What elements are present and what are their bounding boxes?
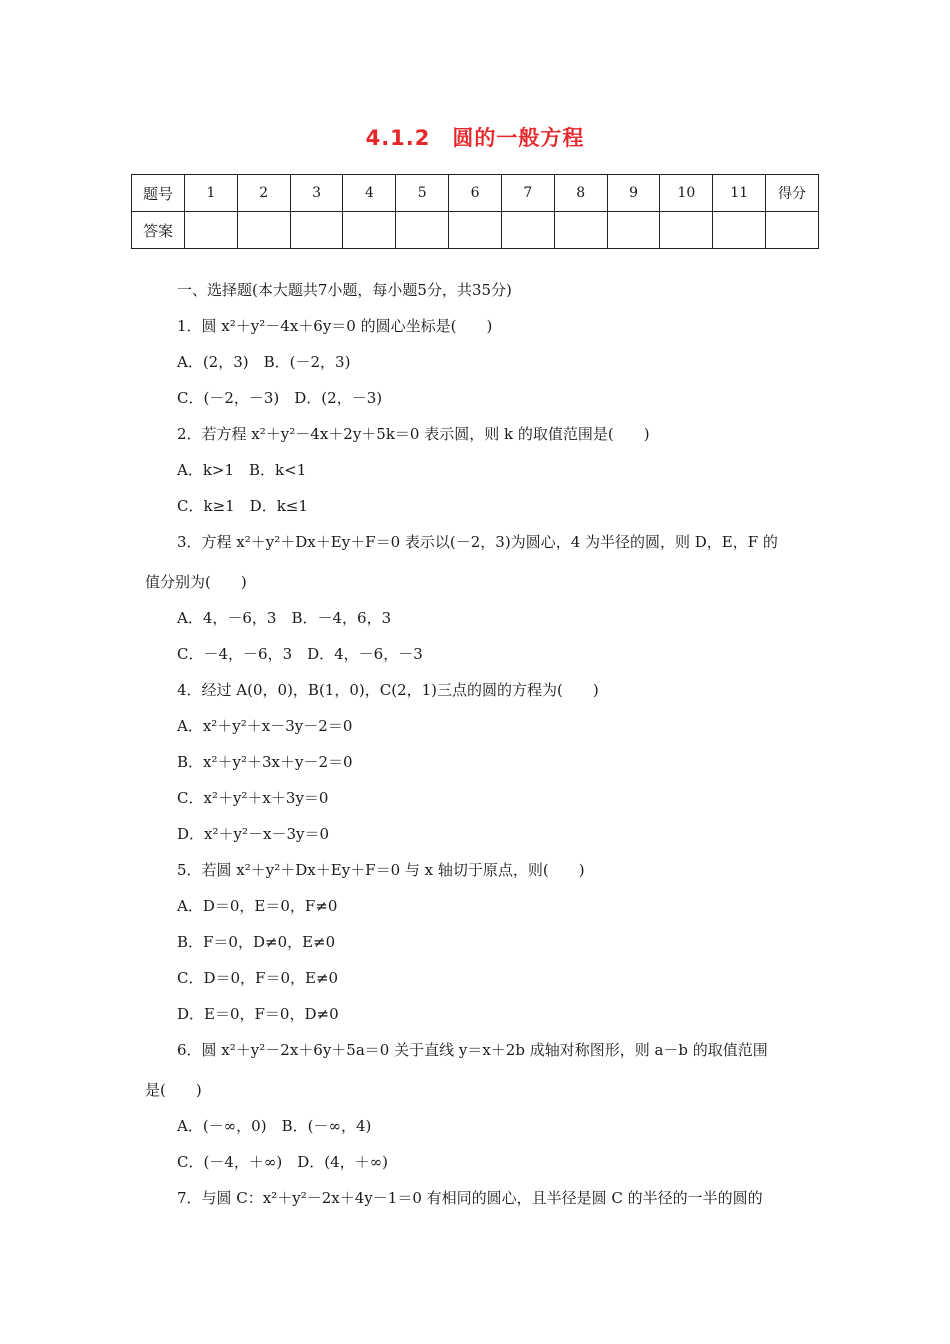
option-line: D．x²＋y²－x－3y＝0 [177, 825, 330, 843]
question-6-continued: 是( ) [145, 1081, 202, 1099]
option-line: C．D＝0，F＝0，E≠0 [177, 969, 339, 987]
option-line: A．x²＋y²＋x－3y－2＝0 [177, 717, 353, 735]
option-line: C．x²＋y²＋x＋3y＝0 [177, 789, 329, 807]
answer-table [131, 174, 819, 249]
question-number-cell: 3 [290, 175, 343, 212]
question-number-label: 题号 [132, 175, 185, 212]
question-number-cell: 5 [396, 175, 449, 212]
answer-cell [713, 212, 766, 249]
answer-cell [185, 212, 238, 249]
score-cell [766, 212, 819, 249]
option-line: A．4，－6，3 B．－4，6，3 [177, 609, 392, 627]
answer-table-answer-row [132, 212, 819, 249]
answer-cell [554, 212, 607, 249]
answer-table-header-row [132, 175, 819, 212]
option-line: A．(2，3) B．(－2，3) [177, 353, 351, 371]
question-3-continued: 值分别为( ) [145, 573, 247, 591]
question-5: 5．若圆 x²＋y²＋Dx＋Ey＋F＝0 与 x 轴切于原点，则( ) [177, 861, 585, 879]
question-number-cell: 2 [237, 175, 290, 212]
question-number-cell: 1 [185, 175, 238, 212]
answer-cell [607, 212, 660, 249]
answer-cell [396, 212, 449, 249]
page-title: 4.1.2 圆的一般方程 [365, 126, 585, 150]
question-6: 6．圆 x²＋y²－2x＋6y＋5a＝0 关于直线 y＝x＋2b 成轴对称图形，则 a－b 的取值范围 [177, 1041, 768, 1059]
question-4: 4．经过 A(0，0)，B(1，0)，C(2，1)三点的圆的方程为( ) [177, 681, 599, 699]
option-line: C．－4，－6，3 D．4，－6，－3 [177, 645, 423, 663]
option-line: D．E＝0，F＝0，D≠0 [177, 1005, 339, 1023]
question-7: 7．与圆 C：x²＋y²－2x＋4y－1＝0 有相同的圆心，且半径是圆 C 的半径的一半的圆的 [177, 1189, 763, 1207]
option-line: B．x²＋y²＋3x＋y－2＝0 [177, 753, 353, 771]
answer-label: 答案 [132, 212, 185, 249]
answer-cell [501, 212, 554, 249]
option-line: A．(－∞，0) B．(－∞，4) [177, 1117, 372, 1135]
answer-cell [449, 212, 502, 249]
option-line: C．k≥1 D．k≤1 [177, 497, 308, 515]
answer-cell [237, 212, 290, 249]
option-line: A．D＝0，E＝0，F≠0 [177, 897, 338, 915]
question-number-cell: 4 [343, 175, 396, 212]
question-number-cell: 11 [713, 175, 766, 212]
score-label: 得分 [766, 175, 819, 212]
question-1: 1．圆 x²＋y²－4x＋6y＝0 的圆心坐标是( ) [177, 317, 493, 335]
section-heading: 一、选择题(本大题共7小题，每小题5分，共35分) [177, 281, 512, 299]
answer-cell [290, 212, 343, 249]
question-number-cell: 10 [660, 175, 713, 212]
answer-cell [343, 212, 396, 249]
option-line: B．F＝0，D≠0，E≠0 [177, 933, 336, 951]
question-2: 2．若方程 x²＋y²－4x＋2y＋5k＝0 表示圆，则 k 的取值范围是( ) [177, 425, 650, 443]
option-line: C．(－4，＋∞) D．(4，＋∞) [177, 1153, 388, 1171]
question-number-cell: 6 [449, 175, 502, 212]
option-line: C．(－2，－3) D．(2，－3) [177, 389, 383, 407]
answer-cell [660, 212, 713, 249]
question-number-cell: 9 [607, 175, 660, 212]
question-number-cell: 7 [501, 175, 554, 212]
option-line: A．k>1 B．k<1 [177, 461, 307, 479]
question-number-cell: 8 [554, 175, 607, 212]
question-3: 3．方程 x²＋y²＋Dx＋Ey＋F＝0 表示以(－2，3)为圆心，4 为半径的圆，则 D，E，F 的 [177, 533, 778, 551]
